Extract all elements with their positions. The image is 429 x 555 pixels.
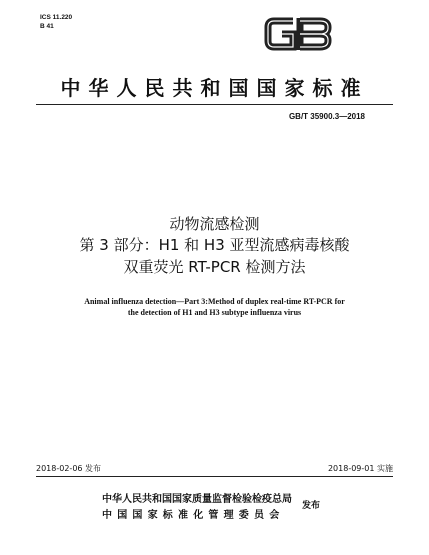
standard-number: GB/T 35900.3—2018 (288, 112, 365, 121)
top-divider (36, 104, 393, 105)
ics-code: ICS 11.220 (40, 14, 73, 21)
chinese-title-line-3: 双重荧光 RT-PCR 检测方法 (123, 258, 306, 276)
ccs-code: B 41 (40, 23, 54, 30)
english-title-line-2: the detection of H1 and H3 subtype influenza virus (127, 308, 302, 317)
publisher-line-2: 中国国家标准化管理委员会 (102, 510, 285, 521)
chinese-title-line-1: 动物流感检测 (169, 215, 260, 233)
country-standard-title: 中华人民共和国国家标准 (60, 76, 369, 100)
chinese-title-line-2: 第 3 部分：H1 和 H3 亚型流感病毒核酸 (79, 236, 350, 254)
implementation-date: 2018-09-01 实施 (327, 464, 393, 473)
publisher-suffix: 发布 (302, 501, 321, 511)
gb-logo (262, 12, 334, 56)
publisher-line-1: 中华人民共和国国家质量监督检验检疫总局 (102, 494, 292, 505)
issue-date: 2018-02-06 发布 (36, 464, 102, 473)
english-title-line-1: Animal influenza detection—Part 3:Method of duplex real-time RT-PCR for (84, 297, 345, 306)
bottom-divider (36, 476, 393, 477)
